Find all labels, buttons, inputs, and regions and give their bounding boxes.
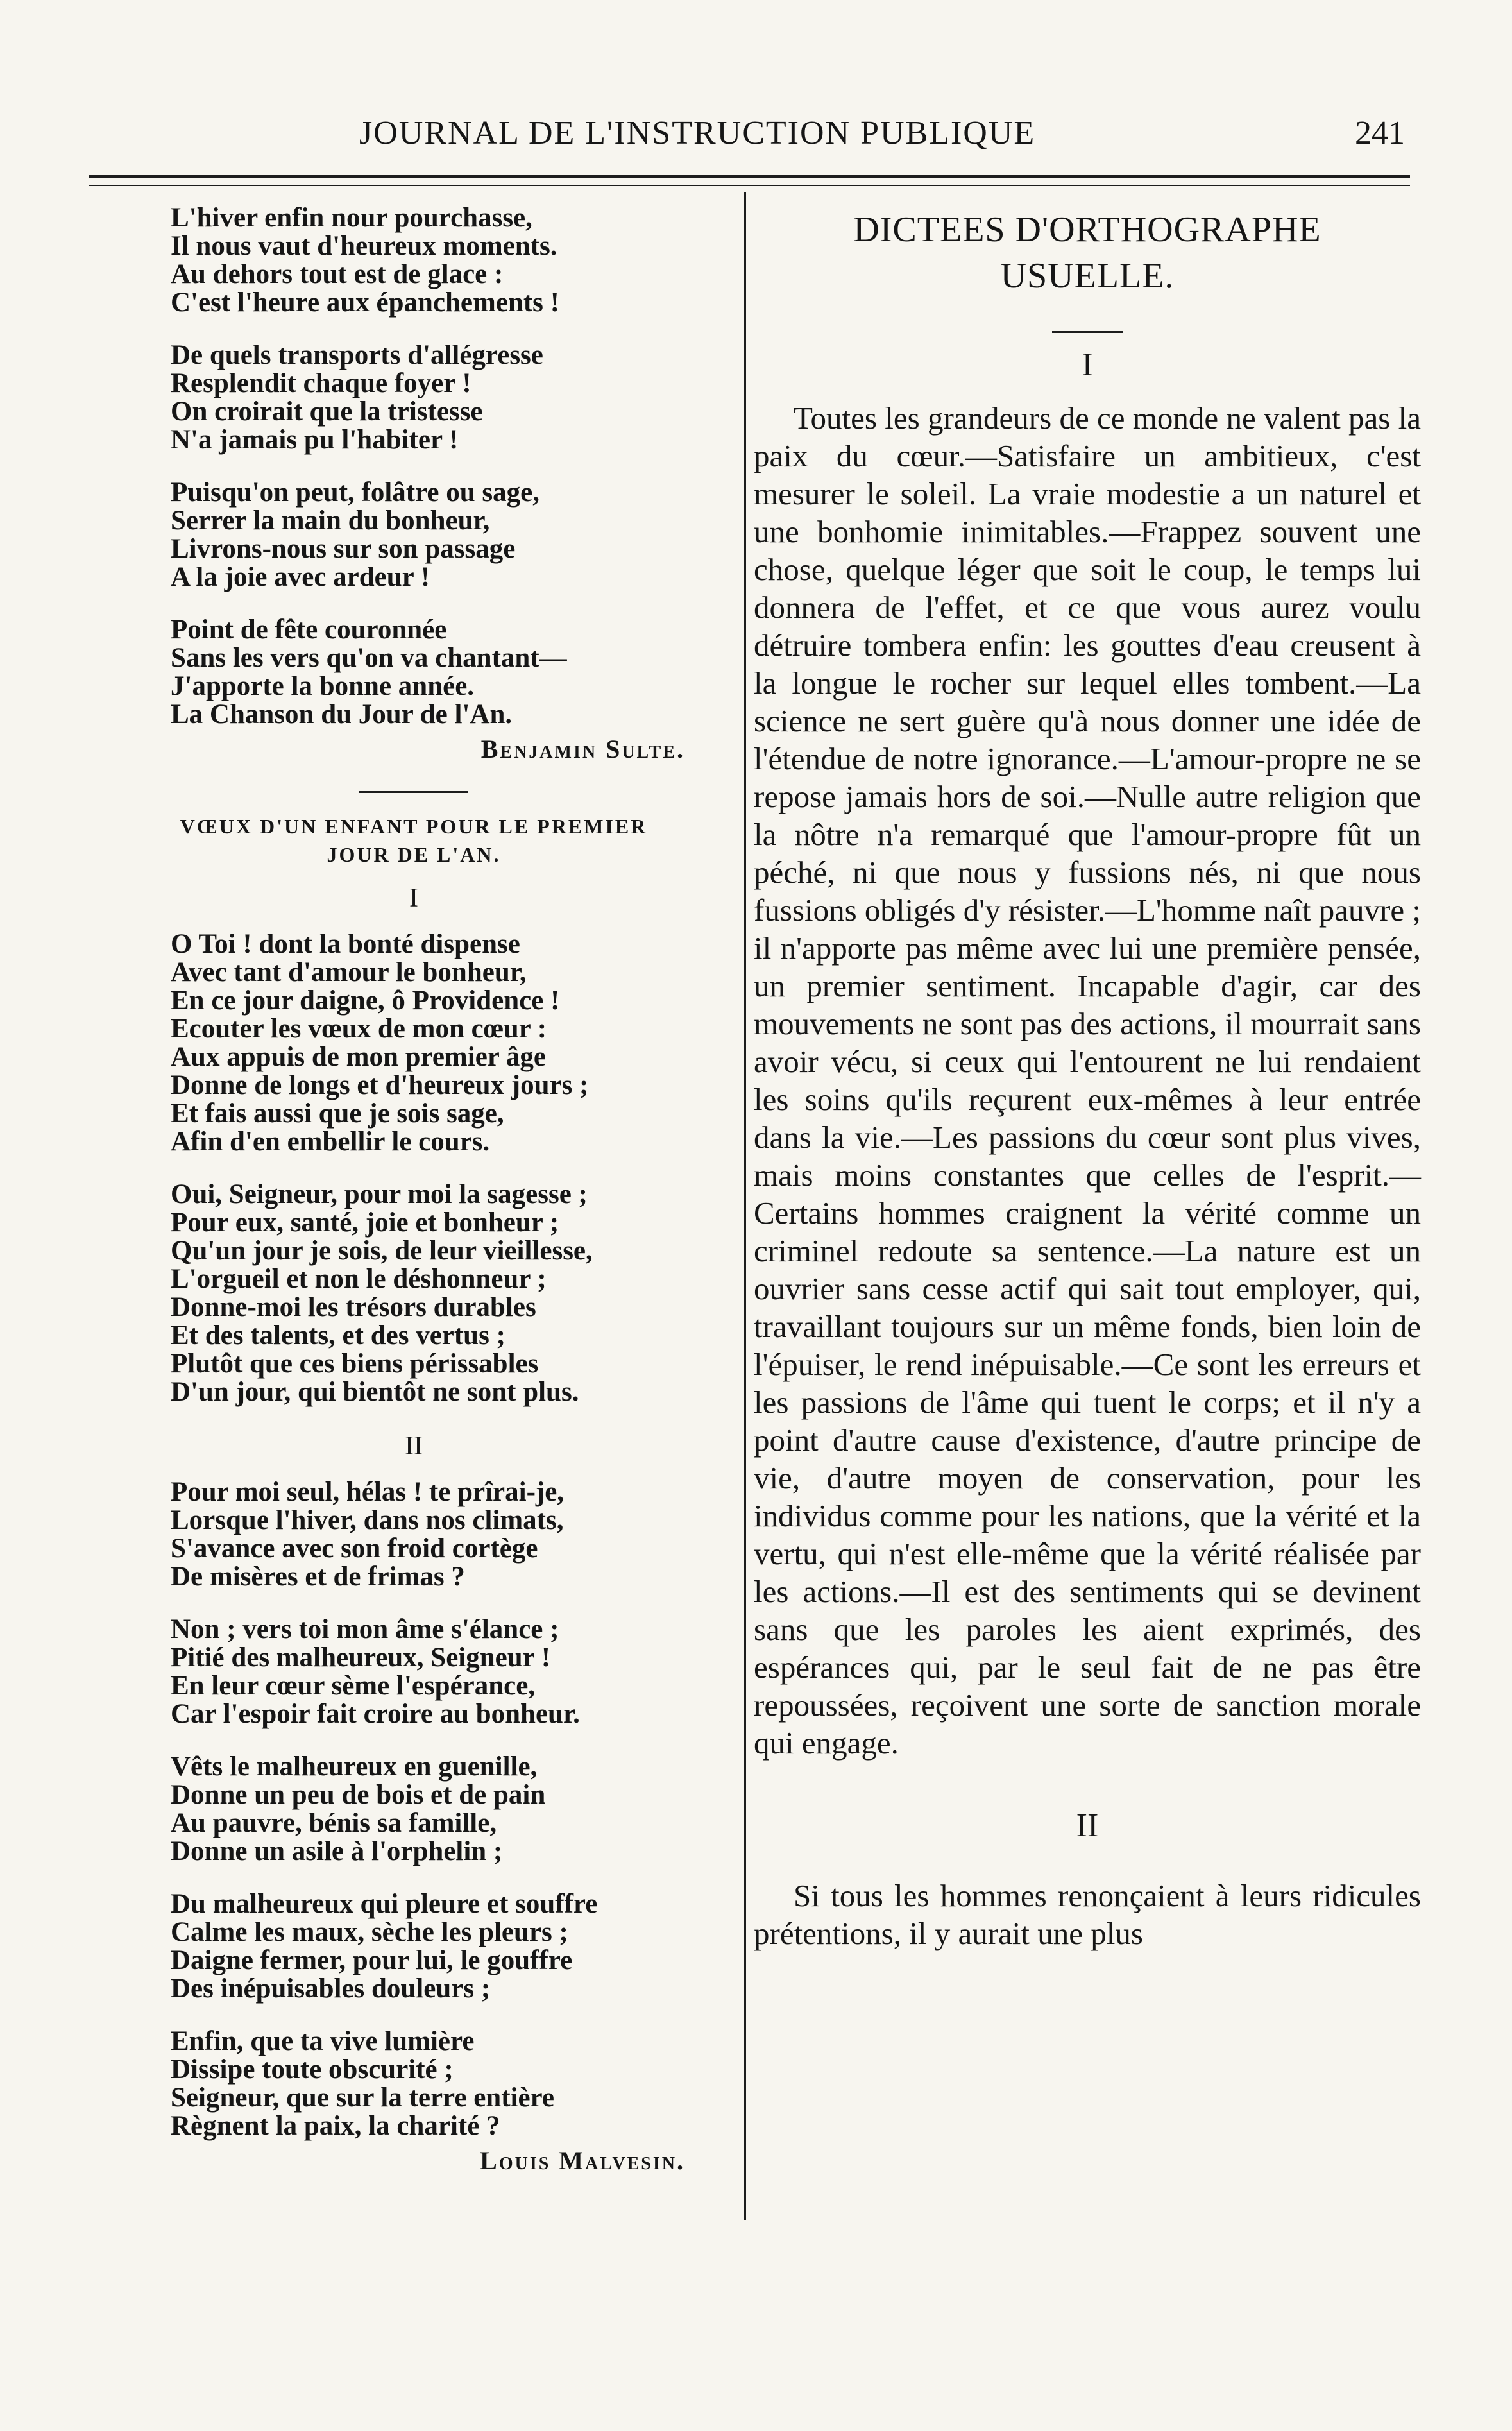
verse-line: Donne de longs et d'heureux jours ; — [171, 1070, 589, 1100]
poem2-title — [109, 812, 718, 869]
verse-line: Ecouter les vœux de mon cœur : — [171, 1014, 547, 1044]
verse-line: S'avance avec son froid cortège — [171, 1533, 538, 1564]
poem2-title-line1: VŒUX D'UN ENFANT POUR LE PREMIER — [180, 815, 648, 838]
verse-line: Serrer la main du bonheur, — [171, 506, 490, 536]
verse-line: J'apporte la bonne année. — [171, 671, 475, 701]
verse-line: Règnent la paix, la charité ? — [171, 2111, 500, 2141]
verse-line: Car l'espoir fait croire au bonheur. — [171, 1699, 580, 1729]
verse-line: Aux appuis de mon premier âge — [171, 1042, 546, 1072]
poem1-author: Benjamin Sulte. — [480, 735, 685, 763]
dictee-section-2: II — [1076, 1807, 1099, 1844]
left-column — [109, 204, 718, 2176]
verse-line: Il nous vaut d'heureux moments. — [171, 231, 557, 261]
stanza — [171, 1478, 718, 1591]
running-title: JOURNAL DE L'INSTRUCTION PUBLIQUE — [359, 115, 1036, 151]
stanza — [171, 1616, 718, 1728]
heading-separator — [1052, 331, 1123, 333]
verse-line: Donne un peu de bois et de pain — [171, 1780, 546, 1810]
verse-line: Au pauvre, bénis sa famille, — [171, 1808, 497, 1838]
verse-line: Afin d'en embellir le cours. — [171, 1127, 490, 1157]
dictee-paragraph-1: Toutes les grandeurs de ce monde ne valent pas la paix du cœur.—Satisfaire un ambitieux, c'est mesurer le soleil. La vraie modestie a un naturel et une bonhomie inimitables.—Frappez souvent une chose, quelque léger que soit le coup, le temps lui donnera de l'effet, et ce que vous aurez voulu détruire tombera enfin: les gouttes d'eau creusent à la longue le rocher sur lequel elles tombent.—La science ne sert guère qu'à nous donner une idée de l'étendue de notre ignorance.—L'amour-propre ne se repose jamais hors de soi.—Nulle autre religion que la nôtre n'a remarqué que l'amour-propre fût un péché, ni que nous y fussions nés, ni que nous fussions obligés d'y résister.—L'homme naît pauvre ; il n'apporte pas même avec lui une première pensée, un premier sentiment. Incapable d'agir, car des mouvements ne sont pas des actions, il mourrait sans avoir vécu, si ceux qui l'entourent ne lui rendaient les soins qu'ils reçurent eux-mêmes à leur entrée dans la vie.—Les passions du cœur sont plus vives, mais moins constantes que celles de l'esprit.—Certains hommes craignent la vérité comme un criminel redoute sa sentence.—La nature est un ouvrier sans cesse actif qui sait tout employer, qui, travaillant toujours sur un même fonds, bien loin de l'épuiser, le rend inépuisable.—Ce sont les erreurs et les passions de l'âme qui tuent le corps; et il n'y a point d'autre cause d'existence, d'autre principe de vie, d'autre moyen de conservation, pour les individus comme pour les nations, que la vérité et la vertu, qui n'est elle-même que la vérité réalisée par les actions.—Il est des sentiments qui se devinent sans que les paroles les aient exprimés, des espérances qui, par le seul fait de ne pas être repoussées, reçoivent une sorte de sanction morale qui engage. — [754, 400, 1421, 1761]
verse-line: L'orgueil et non le déshonneur ; — [171, 1264, 547, 1294]
poem2-author: Louis Malvesin. — [480, 2146, 685, 2175]
verse-line: Sans les vers qu'on va chantant— — [171, 643, 567, 673]
verse-line: Avec tant d'amour le bonheur, — [171, 957, 527, 987]
stanza — [171, 1753, 718, 1866]
verse-line: Puisqu'on peut, folâtre ou sage, — [171, 477, 539, 508]
verse-line: Resplendit chaque foyer ! — [171, 368, 471, 398]
dictee-section-1: I — [1082, 346, 1093, 383]
verse-line: Des inépuisables douleurs ; — [171, 1974, 491, 2004]
page-number: 241 — [1355, 115, 1405, 151]
poem2-section-2: II — [405, 1431, 423, 1461]
verse-line: Pour eux, santé, joie et bonheur ; — [171, 1207, 559, 1238]
verse-line: Donne-moi les trésors durables — [171, 1292, 536, 1322]
verse-line: Dissipe toute obscurité ; — [171, 2054, 454, 2085]
stanza — [171, 341, 718, 454]
poem2-title-line2: JOUR DE L'AN. — [327, 843, 501, 866]
verse-line: C'est l'heure aux épanchements ! — [171, 287, 559, 318]
stanza — [171, 1890, 718, 2003]
dictees-heading-line1: DICTEES D'ORTHOGRAPHE — [853, 210, 1321, 250]
stanza — [171, 1181, 718, 1406]
stanza — [171, 204, 718, 317]
verse-line: Donne un asile à l'orphelin ; — [171, 1836, 503, 1866]
verse-line: Daigne fermer, pour lui, le gouffre — [171, 1945, 573, 1975]
verse-line: Enfin, que ta vive lumière — [171, 2026, 475, 2056]
poem-separator — [359, 791, 468, 793]
verse-line: Pour moi seul, hélas ! te prîrai-je, — [171, 1477, 565, 1507]
verse-line: De misères et de frimas ? — [171, 1562, 465, 1592]
poem2-part1 — [109, 930, 718, 1406]
verse-line: Et fais aussi que je sois sage, — [171, 1098, 504, 1129]
verse-line: Livrons-nous sur son passage — [171, 534, 516, 564]
stanza — [171, 616, 718, 729]
verse-line: Pitié des malheureux, Seigneur ! — [171, 1642, 551, 1673]
poem2-section-1: I — [409, 883, 418, 913]
poem-chanson — [109, 204, 718, 729]
verse-line: A la joie avec ardeur ! — [171, 562, 430, 592]
poem2-part2 — [109, 1478, 718, 2140]
dictees-heading-line2: USUELLE. — [1000, 256, 1175, 296]
header-rule-thin — [89, 185, 1410, 186]
verse-line: On croirait que la tristesse — [171, 397, 483, 427]
stanza — [171, 2027, 718, 2140]
verse-line: Seigneur, que sur la terre entière — [171, 2083, 554, 2113]
verse-line: N'a jamais pu l'habiter ! — [171, 425, 459, 455]
verse-line: De quels transports d'allégresse — [171, 340, 543, 370]
verse-line: En leur cœur sème l'espérance, — [171, 1671, 536, 1701]
verse-line: L'hiver enfin nour pourchasse, — [171, 203, 532, 233]
verse-line: Calme les maux, sèche les pleurs ; — [171, 1917, 568, 1947]
verse-line: Point de fête couronnée — [171, 615, 447, 645]
verse-line: D'un jour, qui bientôt ne sont plus. — [171, 1377, 579, 1407]
verse-line: La Chanson du Jour de l'An. — [171, 699, 513, 729]
stanza — [171, 479, 718, 592]
verse-line: Et des talents, et des vertus ; — [171, 1320, 505, 1351]
page-header — [167, 114, 1405, 159]
column-divider — [744, 192, 746, 2220]
stanza — [171, 930, 718, 1156]
verse-line: En ce jour daigne, ô Providence ! — [171, 985, 560, 1016]
verse-line: Lorsque l'hiver, dans nos climats, — [171, 1505, 564, 1535]
verse-line: Du malheureux qui pleure et souffre — [171, 1889, 598, 1919]
verse-line: Au dehors tout est de glace : — [171, 259, 504, 289]
header-rule-thick — [89, 175, 1410, 178]
dictee-paragraph-2: Si tous les hommes renonçaient à leurs ridicules prétentions, il y aurait une plus — [754, 1878, 1421, 1951]
verse-line: Qu'un jour je sois, de leur vieillesse, — [171, 1236, 593, 1266]
verse-line: Oui, Seigneur, pour moi la sagesse ; — [171, 1179, 588, 1209]
verse-line: Vêts le malheureux en guenille, — [171, 1752, 538, 1782]
right-column — [754, 204, 1421, 1952]
verse-line: Plutôt que ces biens périssables — [171, 1349, 539, 1379]
verse-line: O Toi ! dont la bonté dispense — [171, 929, 520, 959]
verse-line: Non ; vers toi mon âme s'élance ; — [171, 1614, 559, 1644]
dictees-heading — [754, 207, 1421, 299]
